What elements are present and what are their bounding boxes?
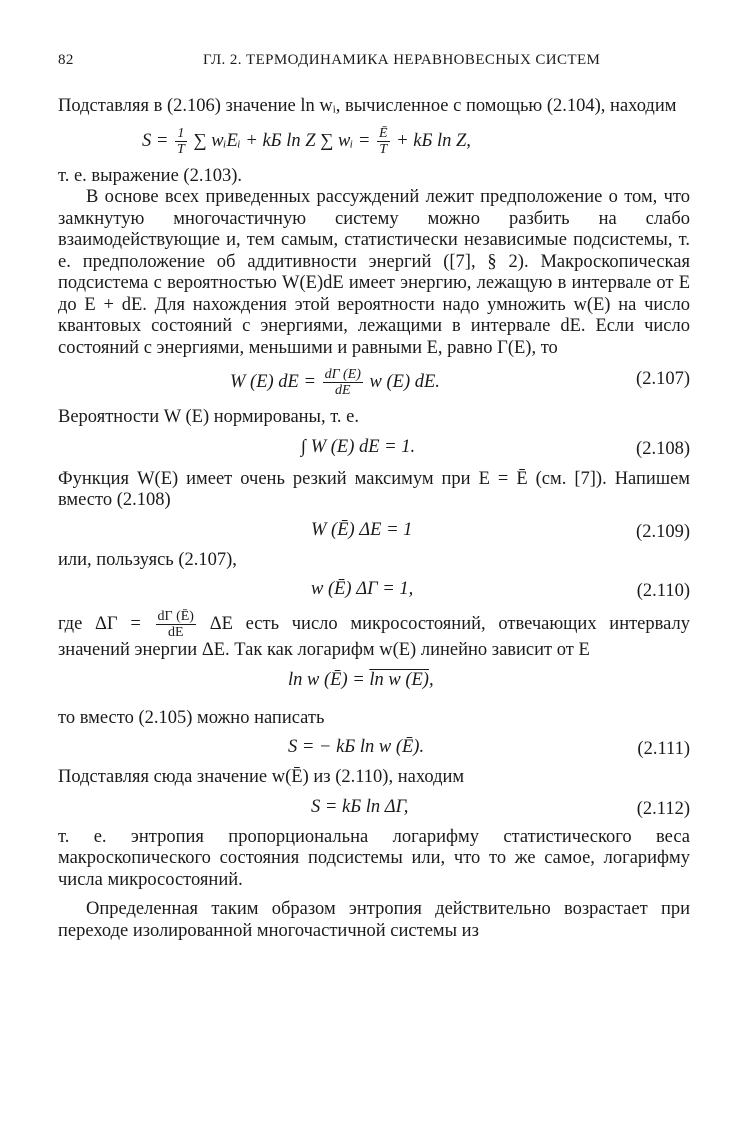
equation-2-111: [58, 731, 690, 765]
eq-s-mid: ∑ wᵢEᵢ + kБ ln Z ∑ wᵢ =: [193, 130, 375, 151]
paragraph-10: т. е. энтропия пропорциональна логарифму статистического веса макроскопического состояния подсистемы или, что то же самое, логарифму числа микросостояний.: [58, 826, 690, 890]
paragraph-9: Подставляя сюда значение w(Ē) из (2.110), находим: [58, 767, 465, 787]
eq-s-lead: S =: [142, 130, 173, 151]
paragraph-3: В основе всех приведенных рассуждений лежит предположение о том, что замкнутую многочастичную систему можно разбить на слабо взаимодействующие и, тем самым, статистически независимые подсистемы, т. е. предположение об аддитивности энергий ([7], § 2). Макроскопическая подсистема с вероятностью W(E)dE имеет энергию, лежащую в интервале от E до E + dE. Для нахождения этой вероятности надо умножить w(E) на число квантовых состояний с энергиями, лежащими в интервале dE. Если число состояний с энергиями, меньшими и равными E, равно Γ(E), то: [58, 187, 690, 358]
eq107-frac-den: dE: [334, 383, 351, 398]
eq-s-fraction: [175, 126, 187, 157]
paragraph-1: Подставляя в (2.106) значение ln wᵢ, вычисленное с помощью (2.104), находим: [58, 96, 677, 116]
running-title: ГЛ. 2. ТЕРМОДИНАМИКА НЕРАВНОВЕСНЫХ СИСТЕМ: [203, 52, 601, 68]
equation-ln-average: [58, 664, 690, 698]
equation-number-2-108: (2.108): [636, 438, 690, 459]
equation-entropy: [58, 120, 690, 164]
eq-ln-lhs: ln w (Ē) =: [288, 669, 370, 690]
paragraph-2: т. е. выражение (2.103).: [58, 165, 242, 186]
equation-2-110: [58, 573, 690, 607]
eq-s-frac-den: T: [176, 141, 185, 157]
body-text: [58, 96, 690, 942]
eq110-body: w (Ē) ΔΓ = 1,: [311, 579, 414, 599]
equation-2-108: [58, 431, 690, 467]
p7-frac-num: dΓ (Ē): [157, 609, 194, 624]
eq108-body: ∫ W (E) dE = 1.: [301, 436, 416, 457]
equation-number-2-110: (2.110): [636, 581, 690, 601]
equation-number-2-109: (2.109): [636, 521, 690, 542]
page-number: 82: [58, 52, 74, 68]
p7-lead: где ΔΓ =: [58, 613, 154, 634]
p7-fraction: [156, 609, 196, 640]
equation-2-109: [58, 514, 690, 548]
eq-ln-end: ,: [428, 669, 434, 690]
p7-frac-den: dE: [167, 625, 184, 640]
eq107-fraction: [323, 367, 363, 398]
eq112-body: S = kБ ln ΔΓ,: [311, 796, 409, 817]
eq107-tail: w (E) dE.: [369, 371, 440, 392]
paragraph-4: Вероятности W (E) нормированы, т. е.: [58, 407, 360, 427]
paragraph-6: или, пользуясь (2.107),: [58, 549, 237, 570]
eq-s-fraction-2: [377, 126, 390, 157]
eq-s-frac2-den: T: [379, 141, 388, 157]
page-header: [58, 52, 690, 76]
equation-2-112: [58, 791, 690, 825]
eq107-lead: W (E) dE =: [230, 371, 321, 392]
paragraph-7: [58, 609, 690, 662]
p7-tail: ΔE есть число микросостояний, отвечающих интервалу значений энергии ΔE. Так как логарифм w(E) линейно зависит от E: [58, 613, 690, 660]
eq109-body: W (Ē) ΔE = 1: [311, 519, 413, 540]
paragraph-11: Определенная таким образом энтропия действительно возрастает при переходе изолированной многочастичной системы из: [58, 899, 690, 941]
eq107-frac-num: dΓ (E): [324, 367, 361, 382]
eq-s-frac-num: 1: [175, 126, 187, 142]
paragraph-8: то вместо (2.105) можно написать: [58, 707, 325, 728]
equation-number-2-107: (2.107): [636, 369, 690, 389]
eq111-body: S = − kБ ln w (Ē).: [288, 737, 425, 757]
paragraph-5: Функция W(E) имеет очень резкий максимум при E = Ē (см. [7]). Напишем вместо (2.108): [58, 468, 690, 510]
equation-number-2-112: (2.112): [636, 798, 690, 819]
equation-2-107: [58, 361, 690, 405]
eq-ln-rhs: ln w (E): [369, 669, 429, 690]
eq-s-tail: + kБ ln Z,: [396, 130, 471, 151]
eq-s-frac2-num: Ē: [378, 125, 388, 141]
equation-number-2-111: (2.111): [637, 739, 690, 759]
